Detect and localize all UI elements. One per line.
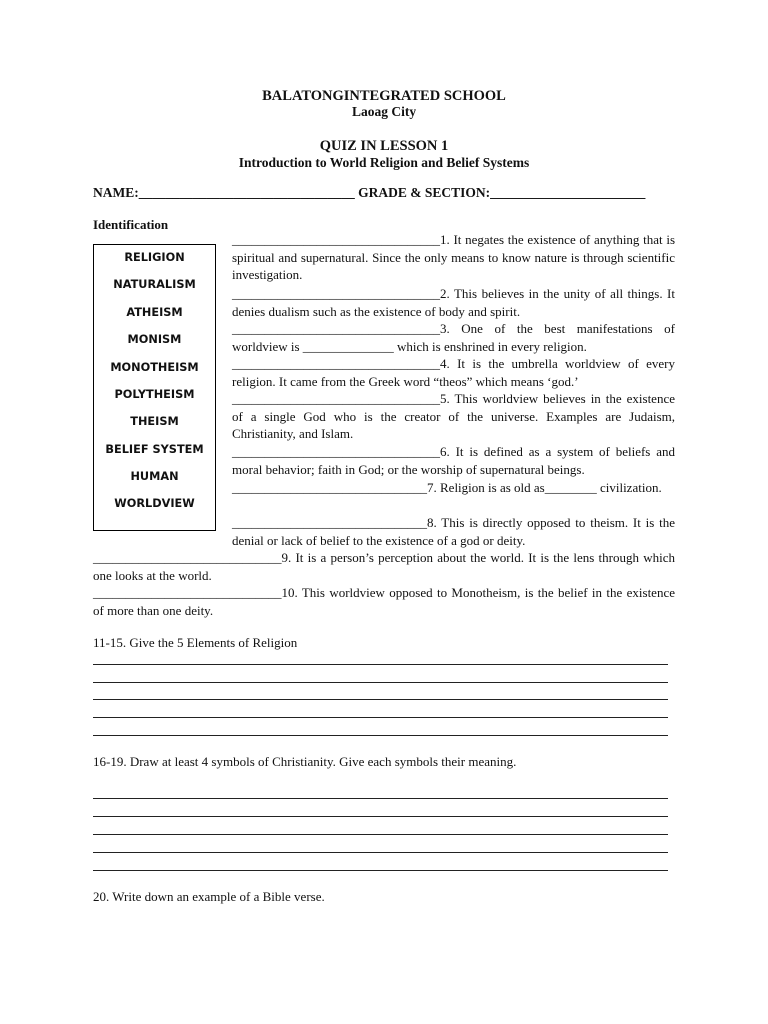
answer-line[interactable] [93, 735, 668, 736]
school-city: Laoag City [351, 104, 417, 119]
question-9[interactable]: _____________________________9. It is a person’s perception about the world. It is the lens through which one looks at the world. [93, 550, 675, 583]
word-bank-item: WORLDVIEW [114, 497, 195, 510]
word-bank-item: POLYTHEISM [114, 388, 195, 401]
word-bank-item: HUMAN [130, 470, 179, 483]
word-bank-item: NATURALISM [113, 278, 196, 291]
name-grade-section-field[interactable]: NAME:________________________________ GRADE & SECTION:_______________________ [93, 185, 646, 200]
section-16-19-prompt: 16-19. Draw at least 4 symbols of Christianity. Give each symbols their meaning. [93, 754, 517, 769]
school-name: BALATONGINTEGRATED SCHOOL [262, 88, 506, 104]
question-7[interactable]: ______________________________7. Religion is as old as________ civilization. [232, 480, 662, 495]
word-bank-item: MONISM [127, 333, 182, 346]
answer-line[interactable] [93, 664, 668, 665]
question-8[interactable]: ______________________________8. This is directly opposed to theism. It is the denial or lack of belief to the existence of a god or deity. [232, 515, 675, 548]
identification-heading: Identification [93, 217, 169, 232]
word-bank-item: ATHEISM [126, 306, 183, 319]
answer-line[interactable] [93, 870, 668, 871]
section-20-prompt: 20. Write down an example of a Bible verse. [93, 889, 325, 904]
word-bank-item: THEISM [130, 415, 179, 428]
question-5[interactable]: ________________________________5. This worldview believes in the existence of a single God who is the creator of the universe. Examples are Judaism, Christianity, and Islam. [232, 391, 675, 442]
word-bank-item: MONOTHEISM [110, 361, 199, 374]
answer-line[interactable] [93, 852, 668, 853]
answer-line[interactable] [93, 798, 668, 799]
question-6[interactable]: ________________________________6. It is defined as a system of beliefs and moral behavior; faith in God; or the worship of supernatural beings. [232, 444, 675, 477]
word-bank-item: BELIEF SYSTEM [105, 443, 204, 456]
answer-line[interactable] [93, 717, 668, 718]
lesson-title: Introduction to World Religion and Belief Systems [238, 155, 530, 170]
question-1[interactable]: ________________________________1. It negates the existence of anything that is spiritual and supernatural. Since the only means to know nature is through scientific investigation. [232, 232, 675, 283]
word-bank-item: RELIGION [124, 251, 185, 264]
word-bank [93, 244, 216, 531]
answer-line[interactable] [93, 816, 668, 817]
question-10[interactable]: _____________________________10. This worldview opposed to Monotheism, is the belief in the existence of more than one deity. [93, 585, 675, 618]
question-4[interactable]: ________________________________4. It is the umbrella worldview of every religion. It came from the Greek word “theos” which means ‘god.’ [232, 356, 675, 389]
question-3[interactable]: ________________________________3. One of the best manifestations of worldview is ______________ which is enshrined in every religion. [232, 321, 675, 354]
answer-line[interactable] [93, 834, 668, 835]
question-2[interactable]: ________________________________2. This believes in the unity of all things. It denies dualism such as the existence of body and spirit. [232, 286, 675, 319]
section-11-15-prompt: 11-15. Give the 5 Elements of Religion [93, 635, 298, 650]
answer-line[interactable] [93, 699, 668, 700]
answer-line[interactable] [93, 682, 668, 683]
quiz-title: QUIZ IN LESSON 1 [319, 138, 449, 154]
